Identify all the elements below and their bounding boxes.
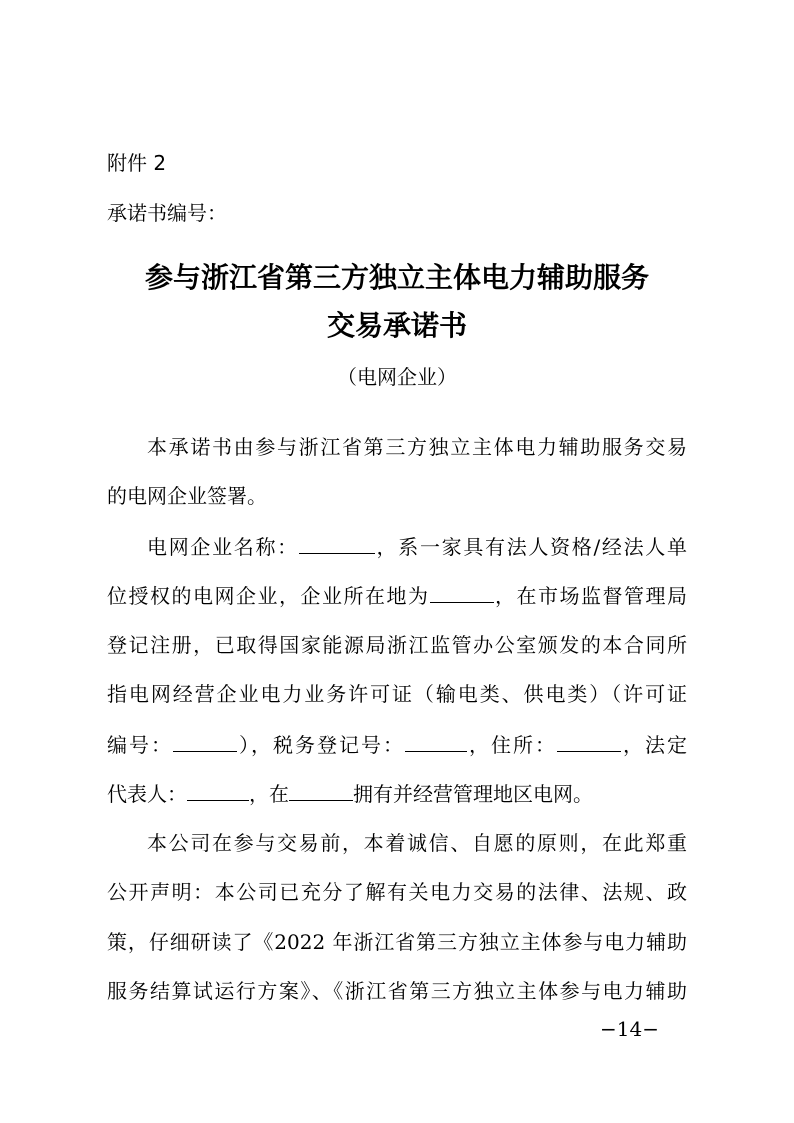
company-name-blank[interactable] <box>299 531 375 554</box>
paragraph-2-line-4: 指电网经营企业电力业务许可证（输电类、供电类）（许可证 <box>107 682 687 706</box>
paragraph-3-line-4: 服务结算试运行方案》、《浙江省第三方独立主体参与电力辅助 <box>107 979 687 1003</box>
legal-rep-text: ，法定 <box>621 733 687 757</box>
paragraph-3-line-3: 策，仔细研读了《2022 年浙江省第三方独立主体参与电力辅助 <box>107 930 687 954</box>
page-number: −14− <box>600 1017 659 1041</box>
paragraph-2-line-2 <box>107 580 687 611</box>
paragraph-2-line-1 <box>107 531 687 562</box>
location-label: 位授权的电网企业，企业所在地为 <box>107 584 430 608</box>
document-title-line-2: 交易承诺书 <box>326 309 467 342</box>
legal-representative-blank[interactable] <box>187 778 249 801</box>
legal-representative-label: 代表人： <box>107 782 187 806</box>
paragraph-2-line-3: 登记注册，已取得国家能源局浙江监管办公室颁发的本合同所 <box>107 633 687 657</box>
commitment-number-label: 承诺书编号： <box>107 201 227 225</box>
paragraph-2-line-6 <box>107 778 687 809</box>
legal-status-text: ，系一家具有法人资格/经法人单 <box>374 535 687 559</box>
license-number-blank[interactable] <box>173 729 237 752</box>
tax-number-blank[interactable] <box>405 729 467 752</box>
license-number-label: 编号： <box>107 733 173 757</box>
document-title-line-1: 参与浙江省第三方独立主体电力辅助服务 <box>144 261 649 294</box>
paragraph-3-line-2: 公开声明：本公司已充分了解有关电力交易的法律、法规、政 <box>107 880 687 904</box>
region-prefix: ，在 <box>249 782 289 806</box>
document-subtitle: （电网企业） <box>337 365 457 389</box>
paragraph-2-line-5 <box>107 729 687 760</box>
attachment-label: 附件 2 <box>107 151 167 175</box>
address-label: ，住所： <box>467 733 557 757</box>
tax-number-label: ），税务登记号： <box>237 733 405 757</box>
registration-text: ，在市场监督管理局 <box>493 584 687 608</box>
location-blank[interactable] <box>430 580 494 603</box>
region-suffix: 拥有并经营管理地区电网。 <box>353 782 593 806</box>
region-blank[interactable] <box>289 778 353 801</box>
paragraph-3-line-1: 本公司在参与交易前，本着诚信、自愿的原则，在此郑重 <box>147 831 687 855</box>
paragraph-1-line-2: 的电网企业签署。 <box>107 484 267 508</box>
paragraph-1-line-1: 本承诺书由参与浙江省第三方独立主体电力辅助服务交易 <box>147 435 687 459</box>
address-blank[interactable] <box>557 729 621 752</box>
company-name-label: 电网企业名称： <box>147 535 299 559</box>
